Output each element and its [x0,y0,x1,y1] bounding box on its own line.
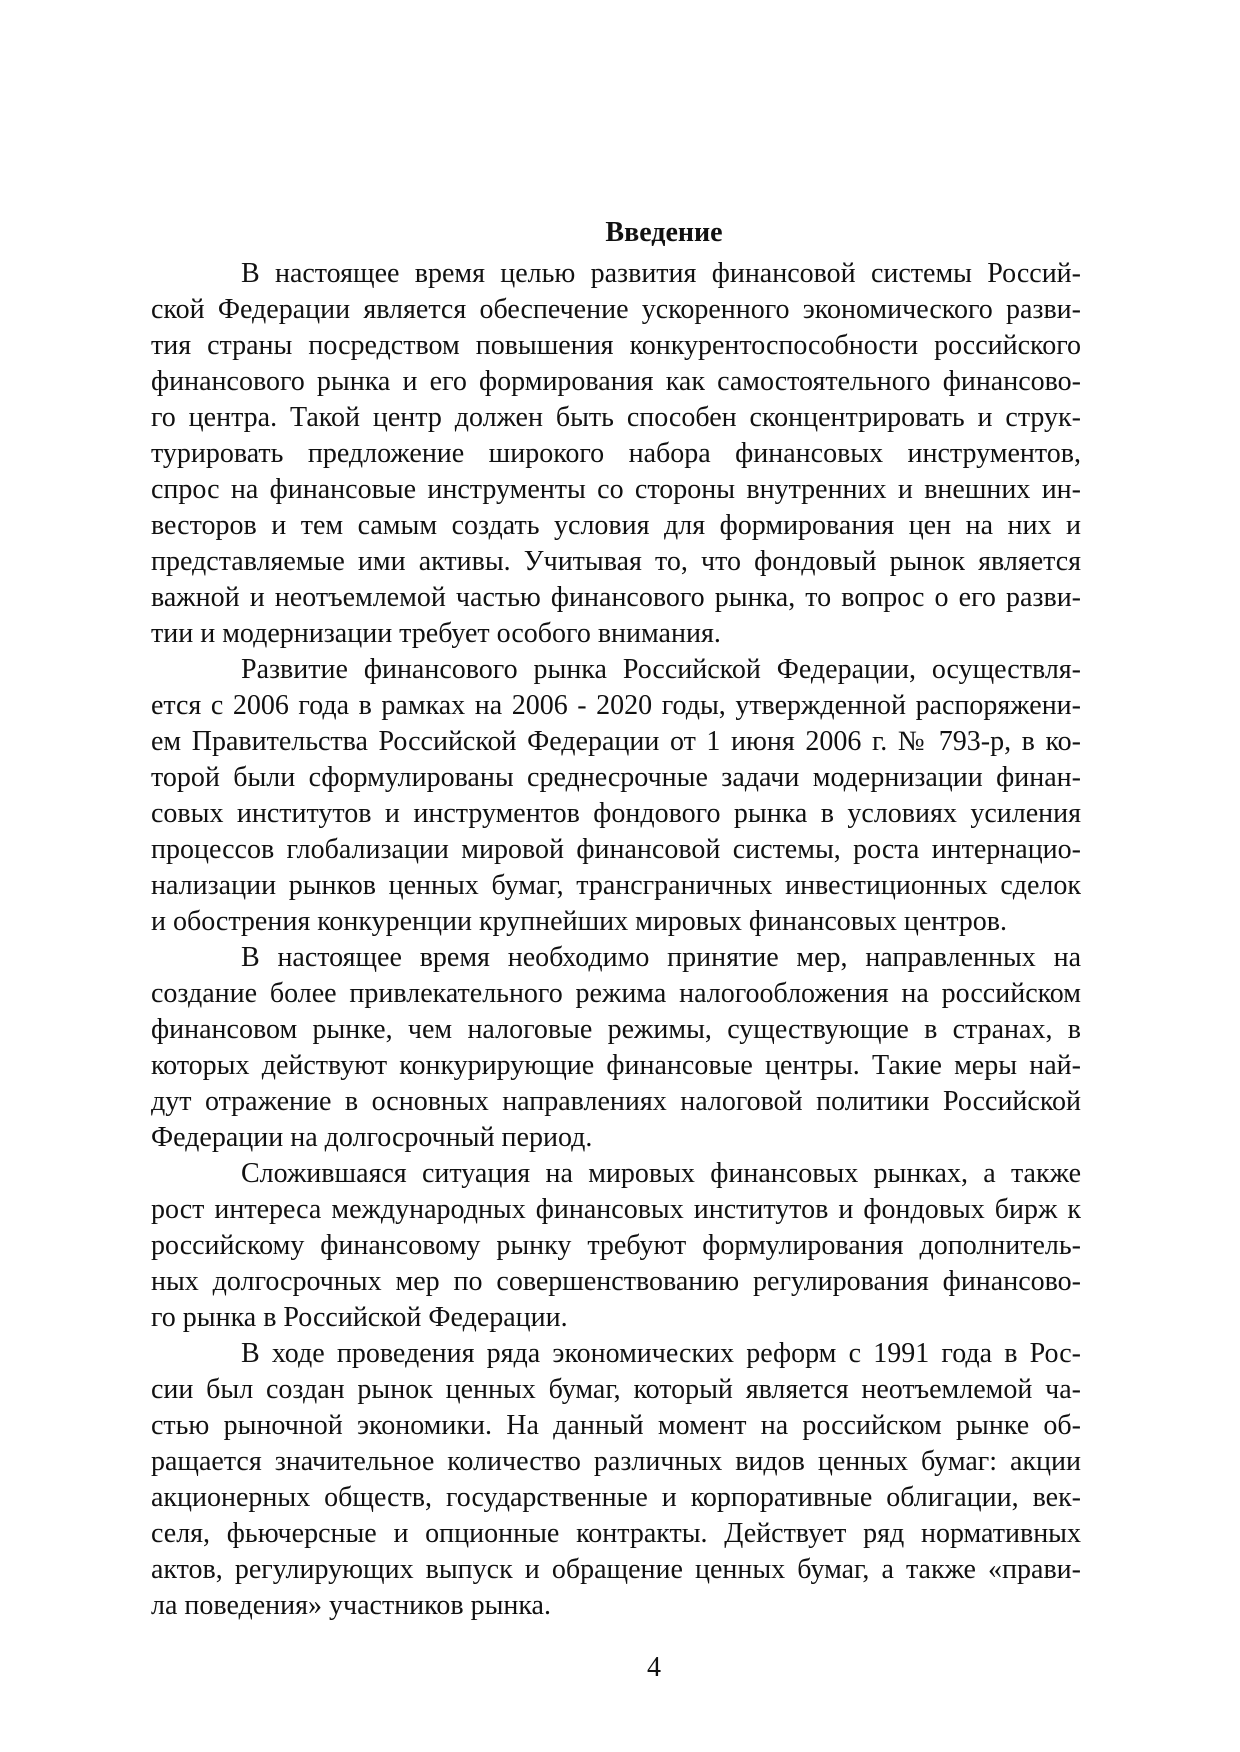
text-line: сии был создан рынок ценных бумаг, который является неотъемлемой ча- [151,1374,1081,1405]
page-number: 4 [647,1652,661,1683]
text-line: российскому финансовому рынку требуют формулирования дополнитель- [151,1230,1081,1261]
text-line: селя, фьючерсные и опционные контракты. Действует ряд нормативных [151,1518,1081,1549]
text-line: которых действуют конкурирующие финансовые центры. Такие меры най- [151,1050,1081,1081]
text-line: Федерации на долгосрочный период. [151,1122,593,1153]
text-line: финансового рынка и его формирования как самостоятельного финансово- [151,366,1081,397]
text-line: В ходе проведения ряда экономических реформ с 1991 года в Рос- [241,1338,1081,1369]
text-line: весторов и тем самым создать условия для формирования цен на них и [151,510,1081,541]
text-line: процессов глобализации мировой финансовой системы, роста интернацио- [151,834,1081,865]
text-line: турировать предложение широкого набора финансовых инструментов, [151,438,1081,469]
section-title: Введение [605,217,723,248]
text-line: Развитие финансового рынка Российской Федерации, осуществля- [241,654,1081,685]
text-line: нализации рынков ценных бумаг, трансграничных инвестиционных сделок [151,870,1081,901]
text-line: ской Федерации является обеспечение ускоренного экономического разви- [151,294,1081,325]
text-line: ных долгосрочных мер по совершенствованию регулирования финансово- [151,1266,1081,1297]
text-line: акционерных обществ, государственные и корпоративные облигации, век- [151,1482,1081,1513]
text-line: актов, регулирующих выпуск и обращение ценных бумаг, а также «прави- [151,1554,1081,1585]
text-line: создание более привлекательного режима налогообложения на российском [151,978,1081,1009]
text-line: В настоящее время целью развития финансовой системы Россий- [241,258,1081,289]
text-line: го центра. Такой центр должен быть способен сконцентрировать и струк- [151,402,1081,433]
text-line: го рынка в Российской Федерации. [151,1302,568,1333]
text-line: совых институтов и инструментов фондового рынка в условиях усиления [151,798,1081,829]
text-line: ла поведения» участников рынка. [151,1590,551,1621]
text-line: рост интереса международных финансовых институтов и фондовых бирж к [151,1194,1081,1225]
text-line: ращается значительное количество различных видов ценных бумаг: акции [151,1446,1081,1477]
text-line: В настоящее время необходимо принятие мер, направленных на [241,942,1081,973]
text-line: торой были сформулированы среднесрочные задачи модернизации финан- [151,762,1081,793]
text-line: тия страны посредством повышения конкурентоспособности российского [151,330,1081,361]
text-line: тии и модернизации требует особого внимания. [151,618,721,649]
text-line: ем Правительства Российской Федерации от 1 июня 2006 г. № 793-р, в ко- [151,726,1081,757]
text-line: и обострения конкуренции крупнейших мировых финансовых центров. [151,906,1008,937]
text-line: ется с 2006 года в рамках на 2006 - 2020 годы, утвержденной распоряжени- [151,690,1081,721]
text-line: Сложившаяся ситуация на мировых финансовых рынках, а также [241,1158,1081,1189]
text-line: представляемые ими активы. Учитывая то, что фондовый рынок является [151,546,1081,577]
text-line: спрос на финансовые инструменты со стороны внутренних и внешних ин- [151,474,1081,505]
text-line: финансовом рынке, чем налоговые режимы, существующие в странах, в [151,1014,1081,1045]
text-line: важной и неотъемлемой частью финансового рынка, то вопрос о его разви- [151,582,1081,613]
text-line: дут отражение в основных направлениях налоговой политики Российской [151,1086,1081,1117]
text-line: стью рыночной экономики. На данный момент на российском рынке об- [151,1410,1081,1441]
